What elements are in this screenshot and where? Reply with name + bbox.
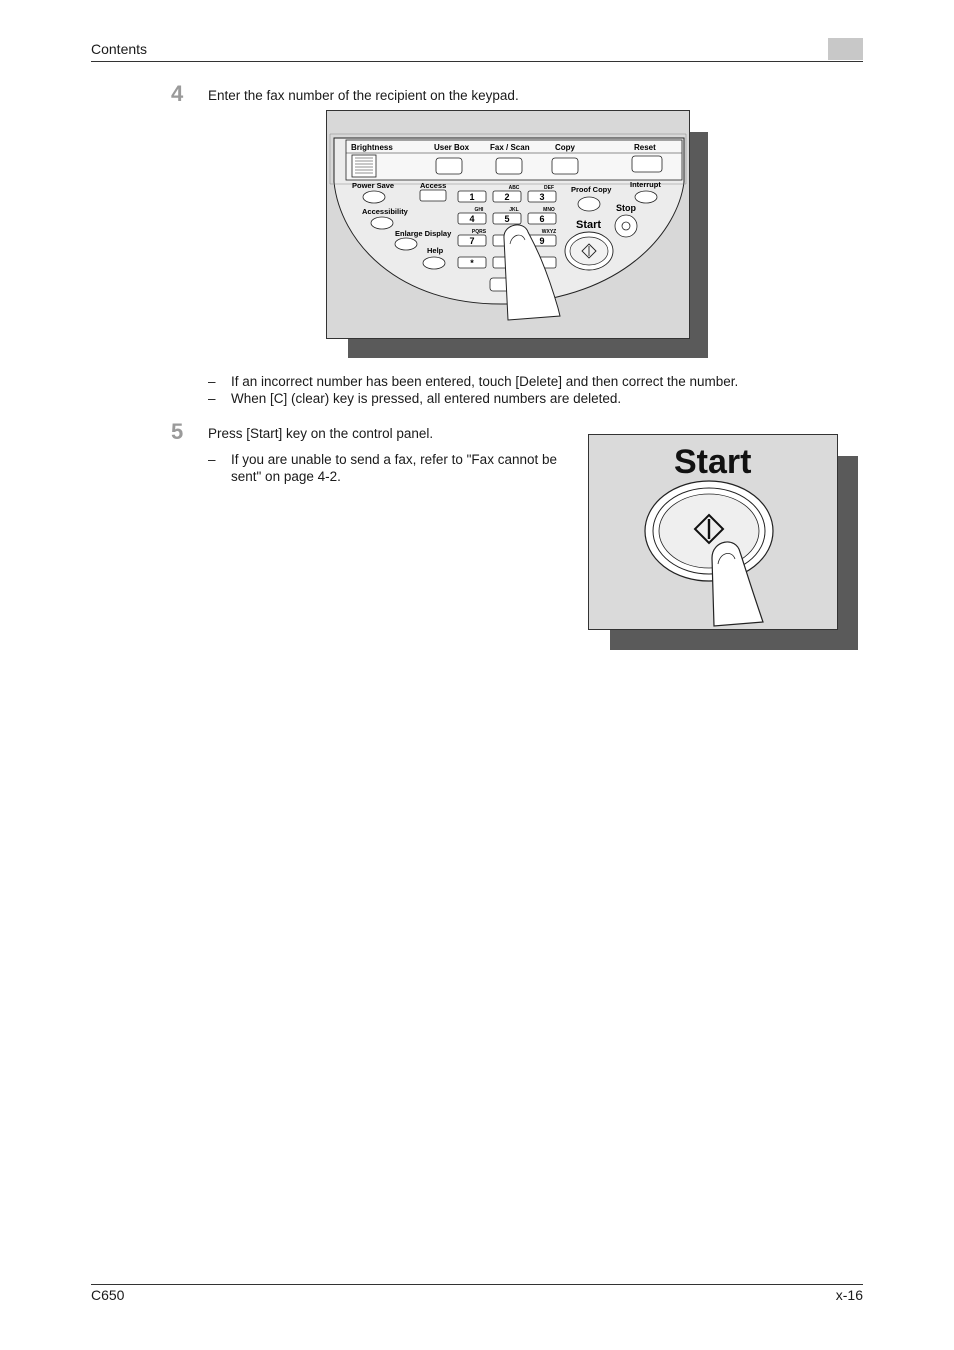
- label-access: Access: [420, 181, 447, 190]
- key-letters-abc: ABC: [508, 185, 520, 191]
- header-rule: [91, 61, 863, 62]
- label-copy: Copy: [555, 143, 575, 152]
- step-5-number: 5: [171, 419, 184, 444]
- control-panel-illustration: [326, 110, 710, 360]
- step-5-bullet-1: – If you are unable to send a fax, refer to "Fax cannot be sent" on page 4-2.: [208, 452, 557, 484]
- footer-page-number: x-16: [835, 1287, 863, 1303]
- label-enlarge-display: Enlarge Display: [395, 229, 452, 238]
- key-1: 1: [469, 192, 475, 202]
- key-letters-ghi: GHI: [474, 207, 484, 213]
- label-stop: Stop: [616, 203, 636, 213]
- step-4-text: Enter the fax number of the recipient on the keypad.: [208, 88, 519, 103]
- label-proof-copy: Proof Copy: [571, 185, 612, 194]
- key-letters-jkl: JKL: [509, 207, 519, 213]
- key-letters-wxyz: WXYZ: [541, 229, 557, 235]
- key-letters-pqrs: PQRS: [471, 229, 487, 235]
- label-fax-scan: Fax / Scan: [490, 143, 530, 152]
- key-asterisk: *: [470, 258, 474, 268]
- label-user-box: User Box: [434, 143, 470, 152]
- key-6: 6: [539, 214, 545, 224]
- key-3: 3: [539, 192, 545, 202]
- label-brightness: Brightness: [351, 143, 393, 152]
- key-2: 2: [504, 192, 510, 202]
- key-letters-def: DEF: [544, 185, 554, 191]
- header-section-title: Contents: [91, 41, 148, 57]
- label-accessibility: Accessibility: [362, 207, 408, 216]
- key-4: 4: [469, 214, 475, 224]
- label-start-small: Start: [576, 219, 602, 231]
- step-4-bullet-1: – If an incorrect number has been entered, touch [Delete] and then correct the number.: [208, 374, 739, 389]
- label-help: Help: [427, 246, 444, 255]
- key-9: 9: [539, 236, 545, 246]
- key-5: 5: [504, 214, 510, 224]
- step-5-text: Press [Start] key on the control panel.: [208, 426, 434, 441]
- label-power-save: Power Save: [352, 181, 395, 190]
- key-7: 7: [469, 236, 475, 246]
- header-tab-marker: [828, 38, 863, 60]
- step-4-number: 4: [171, 81, 184, 106]
- label-reset: Reset: [634, 143, 656, 152]
- label-interrupt: Interrupt: [630, 180, 661, 189]
- key-letters-mno: MNO: [543, 207, 555, 213]
- label-start-large: Start: [674, 443, 752, 481]
- footer-model: C650: [91, 1287, 125, 1303]
- footer-rule: [91, 1284, 863, 1285]
- start-key-illustration: [588, 434, 860, 652]
- step-4-bullet-2: – When [C] (clear) key is pressed, all entered numbers are deleted.: [208, 391, 622, 406]
